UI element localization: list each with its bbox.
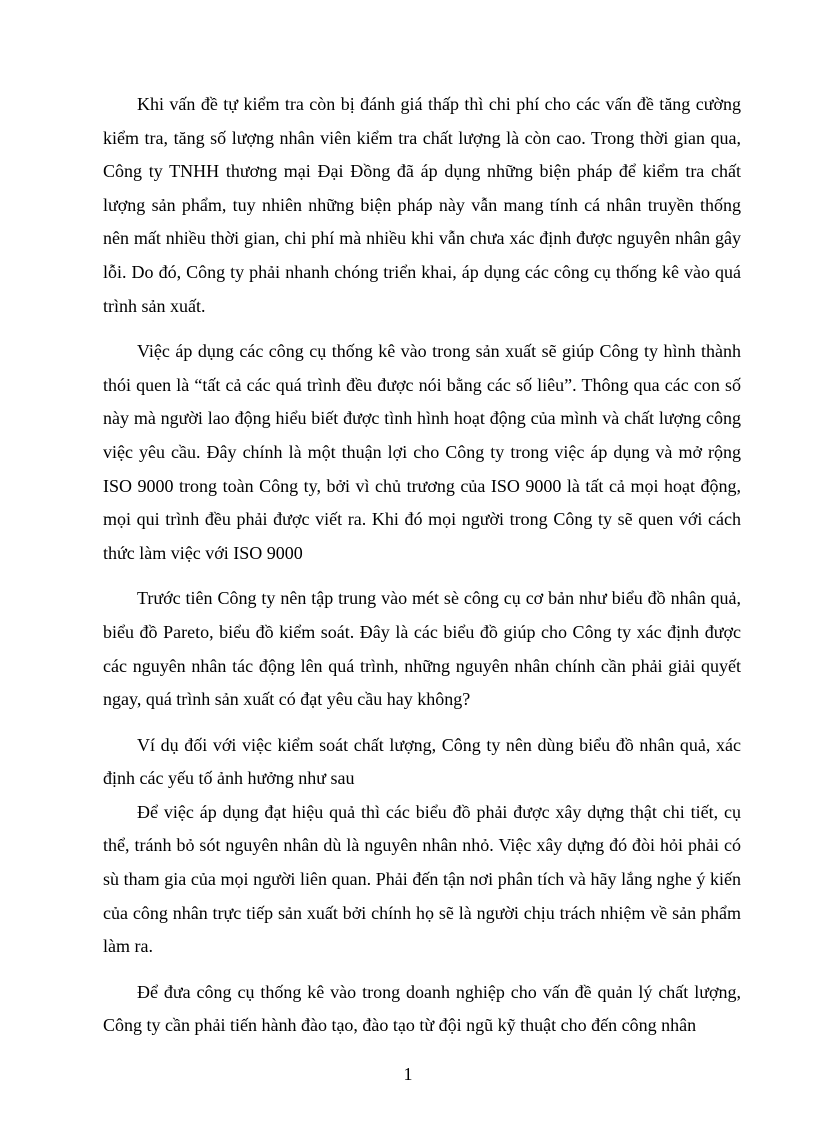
- page-number: 1: [403, 1064, 413, 1084]
- paragraph-self-inspection-cost: Khi vấn đề tự kiểm tra còn bị đánh giá thấp thì chi phí cho các vấn đề tăng cường kiểm tra, tăng số lượng nhân viên kiểm tra chất lượng là còn cao. Trong thời gian qua, Công ty TNHH thương mại Đại Đồng đã áp dụng những biện pháp để kiểm tra chất lượng sản phẩm, tuy nhiên những biện pháp này vẫn mang tính cá nhân truyền thống nên mất nhiều thời gian, chi phí mà nhiều khi vẫn chưa xác định được nguyên nhân gây lỗi. Do đó, Công ty phải nhanh chóng triển khai, áp dụng các công cụ thống kê vào quá trình sản xuất.: [103, 94, 741, 316]
- paragraph-statistical-tools-benefit: Việc áp dụng các công cụ thống kê vào trong sản xuất sẽ giúp Công ty hình thành thói quen là “tất cả các quá trình đều được nói bằng các số liêu”. Thông qua các con số này mà người lao động hiểu biết được tình hình hoạt động của mình và chất lượng công việc yêu cầu. Đây chính là một thuận lợi cho Công ty trong việc áp dụng và mở rộng ISO 9000 trong toàn Công ty, bởi vì chủ trương của ISO 9000 là tất cả mọi hoạt động, mọi qui trình đều phải được viết ra. Khi đó mọi người trong Công ty sẽ quen với cách thức làm việc với ISO 9000: [103, 341, 741, 563]
- paragraph-training: Để đưa công cụ thống kê vào trong doanh nghiệp cho vấn đề quản lý chất lượng, Công ty cần phải tiến hành đào tạo, đào tạo từ đội ngũ kỹ thuật cho đến công nhân: [103, 981, 741, 1036]
- paragraph-cause-effect-example: Ví dụ đối với việc kiểm soát chất lượng, Công ty nên dùng biểu đồ nhân quả, xác định các yếu tố ảnh hưởng như sau: [103, 734, 741, 789]
- paragraph-basic-tools-focus: Trước tiên Công ty nên tập trung vào mét sè công cụ cơ bản như biểu đồ nhân quả, biểu đồ Pareto, biểu đồ kiểm soát. Đây là các biểu đồ giúp cho Công ty xác định được các nguyên nhân tác động lên quá trình, những nguyên nhân chính cần phải giải quyết ngay, quá trình sản xuất có đạt yêu cầu hay không?: [103, 588, 741, 710]
- paragraph-detailed-diagrams: Để việc áp dụng đạt hiệu quả thì các biểu đồ phải được xây dựng thật chi tiết, cụ thể, tránh bỏ sót nguyên nhân dù là nguyên nhân nhỏ. Việc xây dựng đó đòi hỏi phải có sù tham gia của mọi người liên quan. Phải đến tận nơi phân tích và hãy lắng nghe ý kiến của công nhân trực tiếp sản xuất bởi chính họ sẽ là người chịu trách nhiệm về sản phẩm làm ra.: [103, 801, 741, 957]
- page-body: [103, 88, 741, 1043]
